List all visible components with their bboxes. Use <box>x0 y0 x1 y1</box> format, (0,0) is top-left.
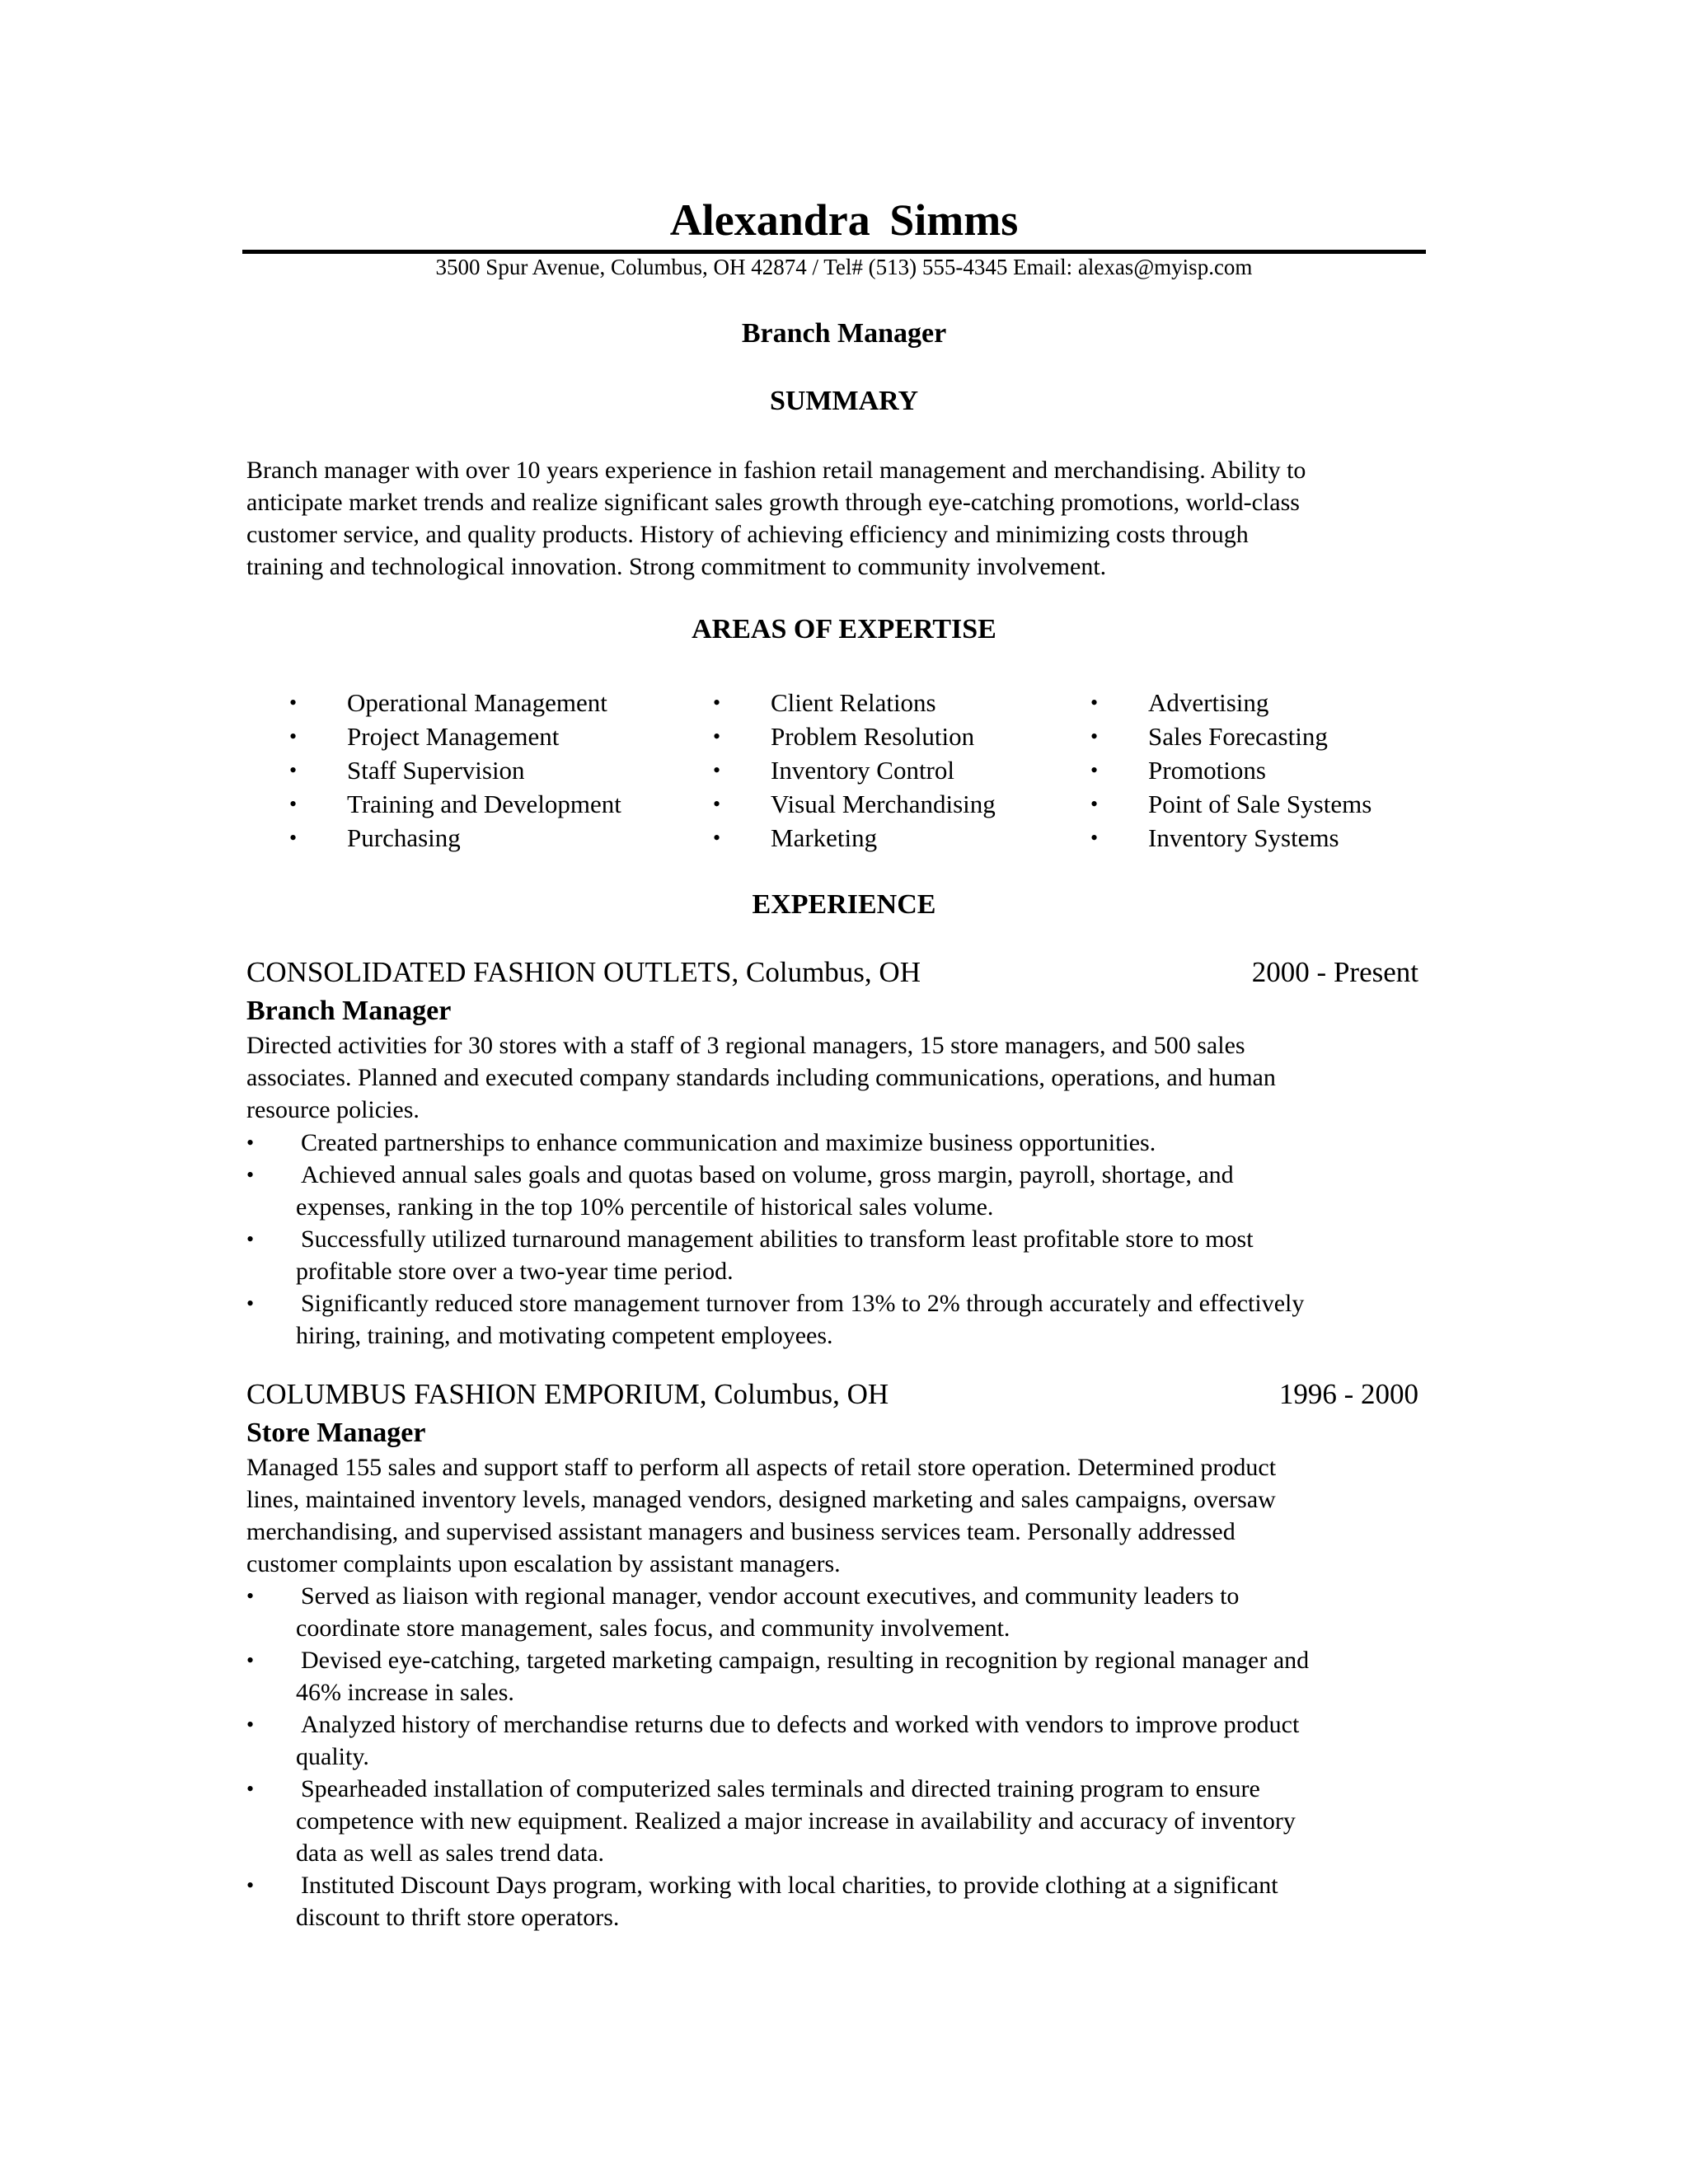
achievement-line: hiring, training, and motivating competent employees. <box>296 1322 833 1349</box>
achievement-item <box>246 1223 1442 1287</box>
achievement-line: Instituted Discount Days program, working with local charities, to provide clothing at a significant <box>301 1872 1278 1899</box>
expertise-item <box>713 753 996 787</box>
bullet-icon: • <box>246 1648 255 1672</box>
expertise-item <box>1090 686 1372 719</box>
achievement-line: data as well as sales trend data. <box>296 1840 605 1867</box>
description-line: Directed activities for 30 stores with a staff of 3 regional managers, 15 store managers, and 500 sales <box>246 1032 1245 1059</box>
achievement-line: Achieved annual sales goals and quotas based on volume, gross margin, payroll, shortage, and <box>301 1161 1234 1188</box>
description-line: lines, maintained inventory levels, managed vendors, designed marketing and sales campaigns, oversaw <box>246 1486 1276 1513</box>
bullet-icon: • <box>1090 758 1099 782</box>
achievement-line: coordinate store management, sales focus, and community involvement. <box>296 1615 1010 1642</box>
expertise-item <box>289 821 621 855</box>
expertise-column-2 <box>713 686 996 855</box>
job-description <box>246 1451 1433 1580</box>
bullet-icon: • <box>246 1777 255 1801</box>
expertise-label: Visual Merchandising <box>771 790 996 818</box>
bullet-icon: • <box>246 1584 255 1608</box>
description-line: merchandising, and supervised assistant managers and business services team. Personally addressed <box>246 1518 1236 1545</box>
expertise-item <box>713 686 996 719</box>
bullet-icon: • <box>246 1713 255 1736</box>
job-role: Branch Manager <box>246 996 452 1026</box>
summary-text <box>246 454 1433 583</box>
expertise-item <box>289 686 621 719</box>
bullet-icon: • <box>713 758 721 782</box>
achievement-item <box>246 1869 1442 1933</box>
bullet-icon: • <box>713 826 721 850</box>
achievement-line: Successfully utilized turnaround management abilities to transform least profitable store to most <box>301 1226 1254 1253</box>
achievement-line: Significantly reduced store management turnover from 13% to 2% through accurately and effectively <box>301 1290 1305 1317</box>
bullet-icon: • <box>713 691 721 715</box>
achievement-line: quality. <box>296 1743 369 1770</box>
expertise-heading: AREAS OF EXPERTISE <box>692 614 996 644</box>
achievement-line: Spearheaded installation of computerized sales terminals and directed training program to ensure <box>301 1775 1260 1802</box>
expertise-label: Inventory Control <box>771 756 954 785</box>
summary-line: customer service, and quality products. History of achieving efficiency and minimizing costs through <box>246 521 1249 548</box>
expertise-item <box>1090 719 1372 753</box>
candidate-name: Alexandra Simms <box>669 195 1019 245</box>
expertise-label: Inventory Systems <box>1148 823 1339 852</box>
expertise-label: Point of Sale Systems <box>1148 790 1372 818</box>
achievement-item <box>246 1773 1442 1869</box>
expertise-label: Project Management <box>347 722 560 751</box>
summary-heading: SUMMARY <box>769 386 919 416</box>
achievement-line: competence with new equipment. Realized a major increase in availability and accuracy of inventory <box>296 1807 1296 1835</box>
objective-title: Branch Manager <box>741 318 947 349</box>
expertise-item <box>713 787 996 821</box>
achievement-line: expenses, ranking in the top 10% percentile of historical sales volume. <box>296 1193 994 1221</box>
achievement-line: Devised eye-catching, targeted marketing campaign, resulting in recognition by regional manager and <box>301 1647 1310 1674</box>
bullet-icon: • <box>246 1131 255 1155</box>
bullet-icon: • <box>289 724 298 748</box>
achievement-line: profitable store over a two-year time period. <box>296 1258 734 1285</box>
expertise-label: Purchasing <box>347 823 461 852</box>
job-dates: 2000 - Present <box>1251 956 1418 988</box>
achievement-item <box>246 1708 1442 1773</box>
expertise-label: Sales Forecasting <box>1148 722 1328 751</box>
bullet-icon: • <box>1090 691 1099 715</box>
expertise-item <box>713 719 996 753</box>
expertise-label: Problem Resolution <box>771 722 975 751</box>
expertise-item <box>289 753 621 787</box>
achievement-line: 46% increase in sales. <box>296 1679 514 1706</box>
achievement-line: discount to thrift store operators. <box>296 1904 620 1931</box>
bullet-icon: • <box>246 1227 255 1251</box>
bullet-icon: • <box>713 724 721 748</box>
achievement-line: Created partnerships to enhance communication and maximize business opportunities. <box>301 1129 1156 1156</box>
expertise-label: Operational Management <box>347 688 607 717</box>
bullet-icon: • <box>289 792 298 816</box>
expertise-label: Promotions <box>1148 756 1266 785</box>
bullet-icon: • <box>246 1291 255 1315</box>
expertise-column-3 <box>1090 686 1372 855</box>
bullet-icon: • <box>1090 826 1099 850</box>
contact-line: 3500 Spur Avenue, Columbus, OH 42874 / Tel# (513) 555-4345 Email: alexas@myisp.com <box>435 255 1253 279</box>
achievement-line: Analyzed history of merchandise returns due to defects and worked with vendors to improve product <box>301 1711 1300 1738</box>
achievement-item <box>246 1287 1442 1352</box>
achievement-item <box>246 1580 1442 1644</box>
expertise-column-1 <box>289 686 621 855</box>
expertise-item <box>1090 787 1372 821</box>
description-line: associates. Planned and executed company standards including communications, operations, and human <box>246 1064 1276 1091</box>
job-role: Store Manager <box>246 1418 426 1448</box>
bullet-icon: • <box>1090 792 1099 816</box>
job-achievements <box>246 1127 1442 1352</box>
description-line: customer complaints upon escalation by assistant managers. <box>246 1550 841 1577</box>
expertise-label: Marketing <box>771 823 878 852</box>
achievement-item <box>246 1159 1442 1223</box>
achievement-item <box>246 1644 1442 1708</box>
bullet-icon: • <box>246 1873 255 1897</box>
bullet-icon: • <box>246 1163 255 1187</box>
bullet-icon: • <box>1090 724 1099 748</box>
bullet-icon: • <box>289 691 298 715</box>
expertise-item <box>713 821 996 855</box>
job-description <box>246 1029 1433 1126</box>
description-line: Managed 155 sales and support staff to perform all aspects of retail store operation. Determined product <box>246 1454 1277 1481</box>
expertise-label: Staff Supervision <box>347 756 525 785</box>
expertise-label: Training and Development <box>347 790 621 818</box>
expertise-item <box>289 719 621 753</box>
expertise-label: Advertising <box>1148 688 1269 717</box>
description-line: resource policies. <box>246 1096 420 1123</box>
summary-line: training and technological innovation. Strong commitment to community involvement. <box>246 553 1107 580</box>
summary-line: anticipate market trends and realize significant sales growth through eye-catching promotions, world-class <box>246 489 1300 516</box>
expertise-label: Client Relations <box>771 688 936 717</box>
achievement-item <box>246 1127 1442 1159</box>
expertise-item <box>1090 753 1372 787</box>
bullet-icon: • <box>713 792 721 816</box>
expertise-item <box>289 787 621 821</box>
achievement-line: Served as liaison with regional manager, vendor account executives, and community leaders to <box>301 1582 1240 1610</box>
job-achievements <box>246 1580 1442 1933</box>
summary-line: Branch manager with over 10 years experience in fashion retail management and merchandising. Ability to <box>246 457 1306 484</box>
job-organization: COLUMBUS FASHION EMPORIUM, Columbus, OH <box>246 1378 889 1410</box>
experience-heading: EXPERIENCE <box>752 889 936 920</box>
bullet-icon: • <box>289 826 298 850</box>
expertise-item <box>1090 821 1372 855</box>
job-dates: 1996 - 2000 <box>1278 1378 1418 1410</box>
bullet-icon: • <box>289 758 298 782</box>
job-organization: CONSOLIDATED FASHION OUTLETS, Columbus, OH <box>246 956 921 988</box>
